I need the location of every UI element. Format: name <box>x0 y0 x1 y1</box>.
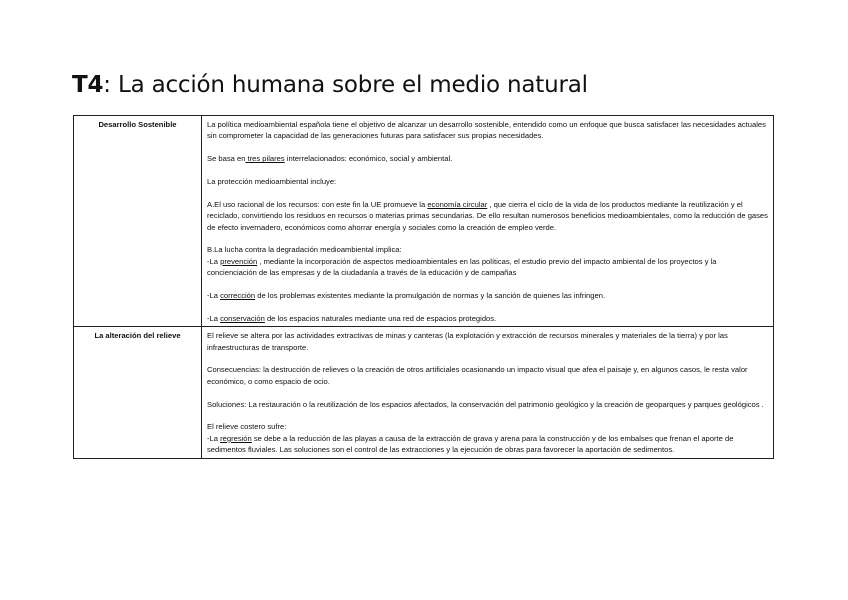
topic-code: T4 <box>72 72 104 98</box>
text-run: , que cierra el ciclo de la vida de los productos mediante la reutilización y el reciclado, convirtiendo los residuos en recursos o materias primas secundarias. De ello resultan numerosos beneficios medioambientales, como la reducción de gases de efecto invernadero, económicos como ahorrar energía y sociales como la creación de empleo verde. <box>207 199 768 232</box>
paragraph <box>207 313 768 324</box>
topic-cell: Desarrollo Sostenible <box>74 116 202 327</box>
paragraph <box>207 244 768 278</box>
topic-cell: La alteración del relieve <box>74 327 202 458</box>
notes-table <box>73 115 774 459</box>
underlined-term: prevención <box>220 256 258 266</box>
table-row <box>74 116 774 327</box>
paragraph <box>207 199 768 233</box>
underlined-term: tres pilares <box>245 154 285 164</box>
paragraph: El relieve se altera por las actividades extractivas de minas y canteras (la explotación y extracción de recursos minerales y materiales de la tierra) y por las infraestructuras de transporte. <box>207 331 728 352</box>
subheading: El relieve costero sufre: <box>207 422 287 432</box>
paragraph <box>207 153 768 164</box>
underlined-term: conservación <box>220 313 265 323</box>
paragraph: Soluciones: La restauración o la reutilización de los espacios afectados, la conservación del patrimonio geológico y la creación de geoparques y parques geológicos . <box>207 399 764 409</box>
content-cell <box>202 327 774 458</box>
paragraph: La política medioambiental española tiene el objetivo de alcanzar un desarrollo sostenible, entendido como un enfoque que busca satisfacer las necesidades actuales sin comprometer la capacidad de las generaciones futuras para satisfacer sus propias necesidades. <box>207 120 766 141</box>
text-run: -La <box>207 313 221 323</box>
text-run: de los problemas existentes mediante la promulgación de normas y la sanción de quienes las infringen. <box>255 291 606 301</box>
text-run: A.El uso racional de los recursos: con este fin la UE promueve la <box>207 199 428 209</box>
text-run: se debe a la reducción de las playas a causa de la extracción de grava y arena para la construcción y de los embalses que frenan el aporte de sedimentos fluviales. Las soluciones son el control de las extracciones y la ejecución de obras para favorecer la aportación de sedimentos. <box>207 433 734 455</box>
title-text: : La acción humana sobre el medio natural <box>103 72 588 98</box>
subheading: B.La lucha contra la degradación medioambiental implica: <box>207 245 402 255</box>
underlined-term: economía circular <box>427 199 488 209</box>
content-cell <box>202 116 774 327</box>
paragraph <box>207 421 768 455</box>
text-run: -La <box>207 291 221 301</box>
text-run: , mediante la incorporación de aspectos medioambientales en las políticas, el estudio previo del impacto ambiental de los proyectos y la concienciación de las empresas y de la ciudadanía a través de la educación y de campañas <box>207 256 717 278</box>
text-run: Se basa en <box>207 154 246 164</box>
underlined-term: regresión <box>220 433 252 443</box>
paragraph: Consecuencias: la destrucción de relieves o la creación de otros artificiales ocasionando un impacto visual que afea el paisaje y, en algunos casos, le resta valor económico, o como espacio de ocio. <box>207 365 748 386</box>
paragraph <box>207 290 768 301</box>
paragraph: La protección medioambiental incluye: <box>207 177 337 186</box>
text-run: -La <box>207 256 221 266</box>
text-run: interrelacionados: económico, social y ambiental. <box>284 154 453 164</box>
underlined-term: corrección <box>220 291 256 301</box>
text-run: de los espacios naturales mediante una red de espacios protegidos. <box>264 313 497 323</box>
table-row <box>74 327 774 458</box>
text-run: -La <box>207 433 221 443</box>
page-title <box>72 72 588 98</box>
